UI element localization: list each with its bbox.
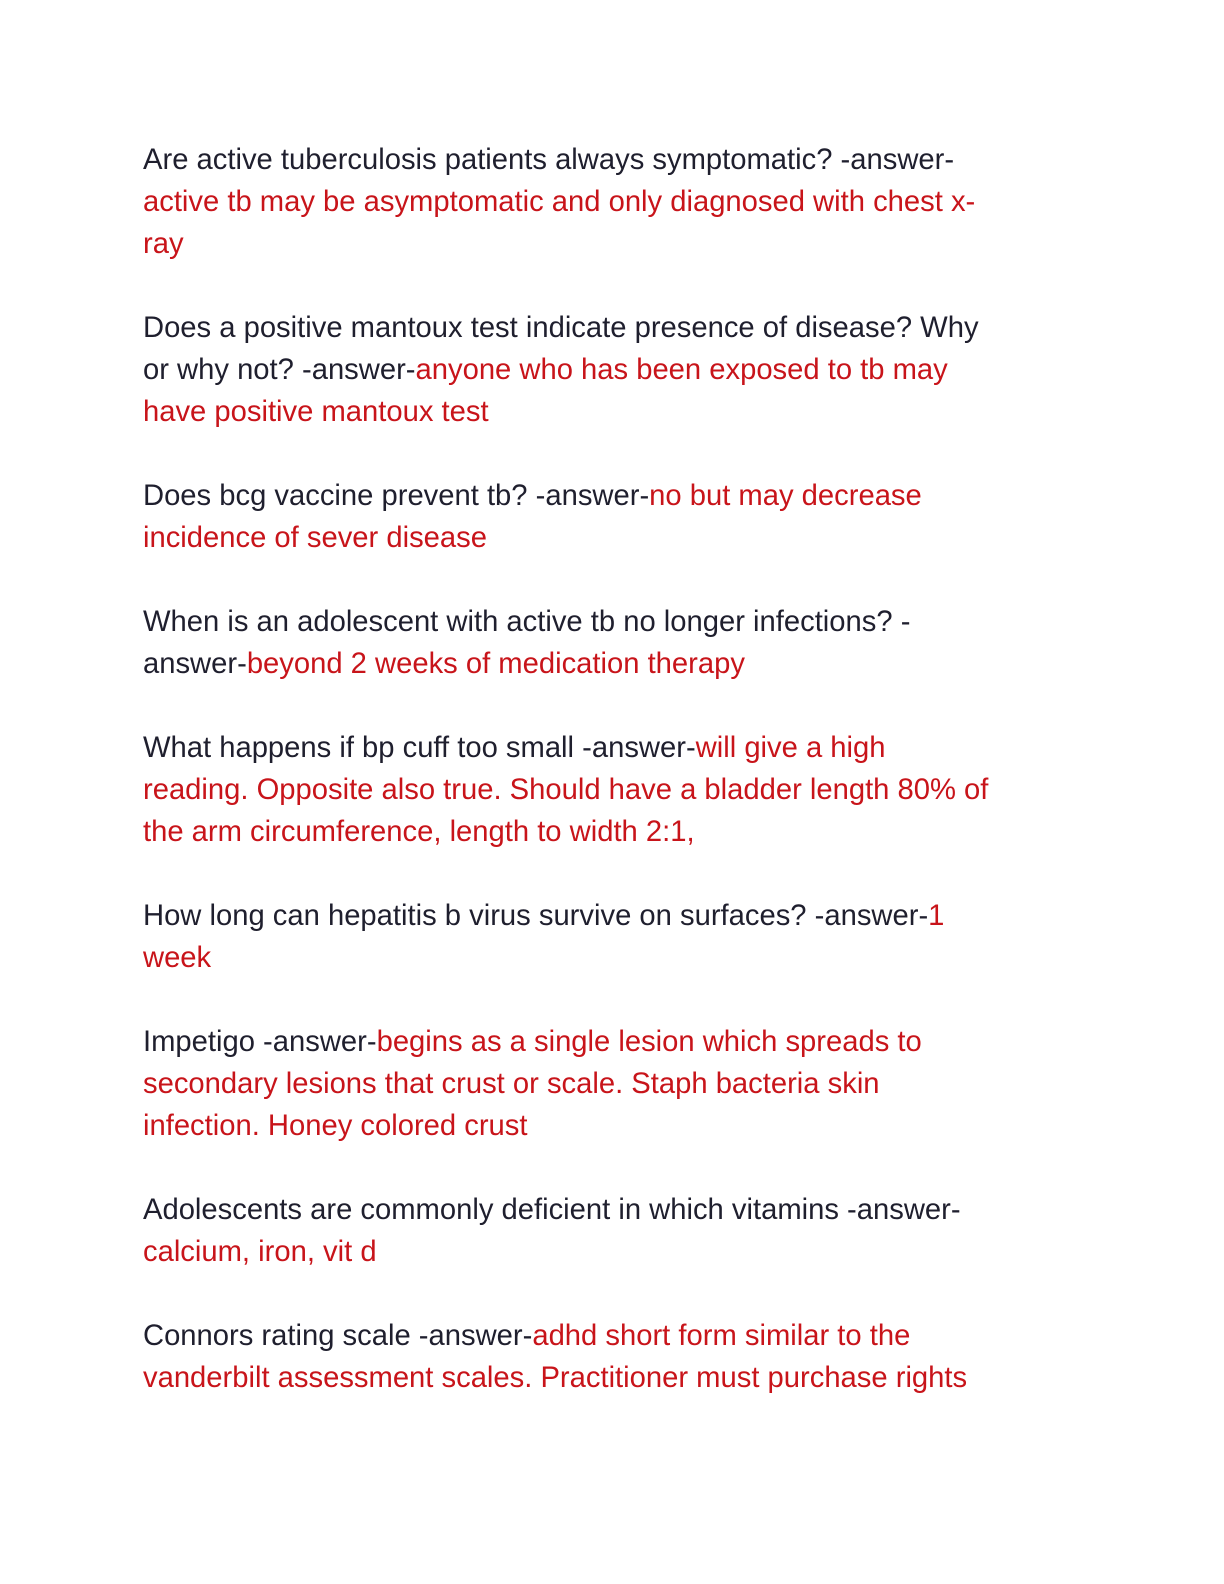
answer-text: no but may decrease incidence of sever disease — [143, 480, 922, 554]
question-text: Does a positive mantoux test indicate presence of disease? Why or why not? -answer- — [143, 312, 979, 386]
answer-text: adhd short form similar to the vanderbilt assessment scales. Practitioner must purchase rights — [143, 1320, 968, 1394]
question-text: Impetigo -answer- — [143, 1026, 377, 1058]
question-text: How long can hepatitis b virus survive on surfaces? -answer- — [143, 900, 929, 932]
answer-text: calcium, iron, vit d — [143, 1236, 377, 1268]
qa-item-6 — [143, 895, 1078, 979]
answer-text: beyond 2 weeks of medication therapy — [246, 648, 745, 680]
question-text: Are active tuberculosis patients always symptomatic? -answer- — [143, 144, 955, 176]
qa-item-5 — [143, 727, 1078, 853]
question-text: What happens if bp cuff too small -answer- — [143, 732, 696, 764]
qa-item-9 — [143, 1315, 1078, 1399]
question-text: When is an adolescent with active tb no longer infections? - answer- — [143, 606, 911, 680]
qa-item-7 — [143, 1021, 1078, 1147]
question-text: Adolescents are commonly deficient in which vitamins -answer- — [143, 1194, 961, 1226]
answer-text: begins as a single lesion which spreads to secondary lesions that crust or scale. Staph bacteria skin infection. Honey colored crust — [143, 1026, 922, 1142]
qa-list — [143, 139, 1078, 1441]
answer-text: anyone who has been exposed to tb may have positive mantoux test — [143, 354, 948, 428]
qa-item-1 — [143, 139, 1078, 265]
qa-item-3 — [143, 475, 1078, 559]
answer-text: 1 week — [143, 900, 945, 974]
answer-text: will give a high reading. Opposite also true. Should have a bladder length 80% of the arm circumference, length to width 2:1, — [143, 732, 989, 848]
qa-item-2 — [143, 307, 1078, 433]
qa-item-4 — [143, 601, 1078, 685]
answer-text: active tb may be asymptomatic and only diagnosed with chest x- ray — [143, 186, 976, 260]
qa-item-8 — [143, 1189, 1078, 1273]
question-text: Does bcg vaccine prevent tb? -answer- — [143, 480, 650, 512]
question-text: Connors rating scale -answer- — [143, 1320, 533, 1352]
